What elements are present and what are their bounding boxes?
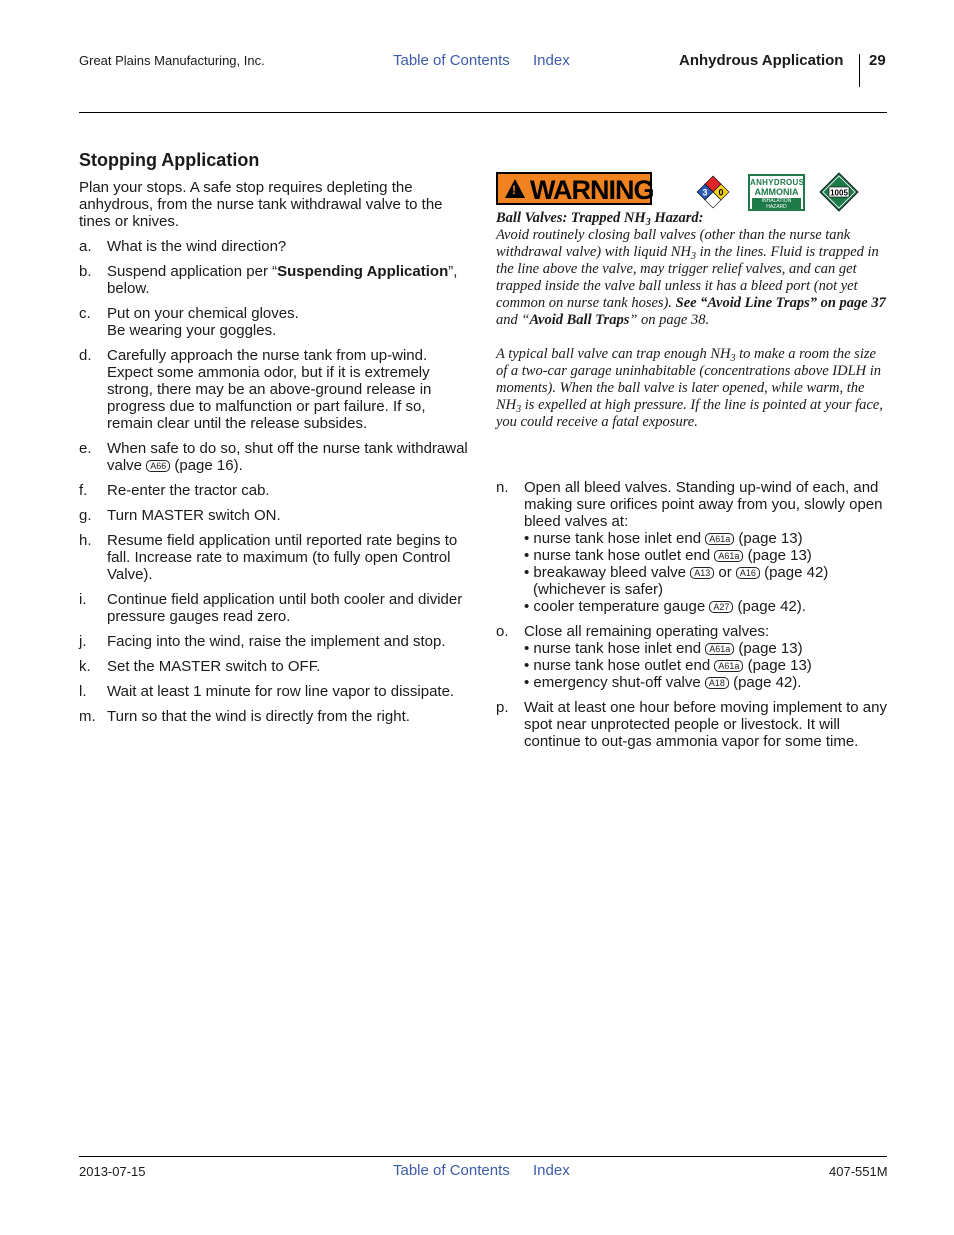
part-reference: A18 [705,677,729,689]
warning-text-span: is expelled at high pressure. If the line is pointed at your face, you could receive a fatal exposure. [496,397,883,430]
list-item [79,683,471,700]
bullet-item [524,530,888,547]
part-reference: A66 [146,460,170,472]
step-text: Wait at least one hour before moving implement to any spot near unprotected people or livestock. It will continue to out-gas ammonia vapor for some time. [524,699,887,750]
list-item [79,263,471,297]
warning-paragraph-2 [496,346,886,431]
header-divider [859,54,860,87]
step-text: Set the MASTER switch to OFF. [107,658,321,675]
placard-line3: INHALATION HAZARD [752,198,801,210]
warning-text-span: and “ [496,312,530,328]
list-item [79,238,471,255]
step-text: Re-enter the tractor cab. [107,482,270,499]
steps-list [79,238,471,725]
step-letter: c. [79,305,91,322]
step-text: Close all remaining operating valves: [524,623,770,640]
step-letter: o. [496,623,509,640]
part-reference: A27 [709,601,733,613]
cross-reference: See “Avoid Line Traps” on page 37 [675,295,886,311]
step-letter: a. [79,238,92,255]
part-reference: A61a [714,550,743,562]
dot-number: 1005 [830,188,848,198]
bullet-item [524,547,888,564]
step-letter: n. [496,479,509,496]
bullet-text: (page 13) [734,640,803,657]
warning-text-span: A typical ball valve can trap enough NH [496,346,731,362]
step-letter: h. [79,532,92,549]
part-reference: A61a [714,660,743,672]
bullet-continuation: (whichever is safer) [533,581,664,598]
step-text: (page 16). [170,457,243,474]
list-item [79,532,471,583]
bullet-text: • nurse tank hose inlet end [524,640,706,657]
step-text: Put on your chemical gloves. [107,305,299,322]
footer-index-link[interactable]: Index [533,1162,570,1179]
step-letter: l. [79,683,87,700]
bullet-text: (page 42). [728,674,802,691]
warning-heading-text: Ball Valves: Trapped NH [496,210,646,226]
warning-heading-text: Hazard: [650,210,704,226]
header-index-link[interactable]: Index [533,52,570,69]
footer-date: 2013-07-15 [79,1164,146,1179]
bullet-item [524,640,888,657]
warning-text-span: in the lines. Fluid is trapped in the line above the valve, may trigger relief valves, and can get trapped inside the valve ball unless it has a bleed port (not yet common on nurse tank hoses). [496,244,879,311]
exclamation-icon: ! [512,183,516,197]
warning-text [496,210,886,448]
subscript: 3 [645,217,651,228]
bullet-item [524,598,888,615]
bullet-text: (page 42) [759,564,829,581]
step-letter: e. [79,440,92,457]
step-letter: k. [79,658,91,675]
cross-reference: Avoid Ball Traps [529,312,630,328]
intro-paragraph: Plan your stops. A safe stop requires depleting the anhydrous, from the nurse tank withdrawal valve to the tines or knives. [79,179,443,230]
dot-1005-placard-icon [819,172,859,212]
footer-doc-number: 407-551M [829,1164,888,1179]
header-rule [79,112,887,113]
footer-toc-link[interactable]: Table of Contents [393,1162,510,1179]
warning-heading [496,210,703,226]
list-item [79,633,471,650]
list-item [79,708,471,725]
step-text: When safe to do so, shut off the nurse tank withdrawal valve [107,440,468,474]
step-letter: m. [79,708,96,725]
list-item [79,507,471,524]
bullet-text: • nurse tank hose outlet end [524,657,715,674]
list-item [496,479,888,615]
list-item [496,699,888,750]
bullet-text: • emergency shut-off valve [524,674,705,691]
bullet-text: • breakaway bleed valve [524,564,691,581]
warning-sign [496,172,652,205]
bullet-text: (page 42). [733,598,806,615]
subscript: 3 [690,251,696,262]
nfpa-reactivity-rating: 0 [718,187,724,198]
step-letter: p. [496,699,509,716]
list-item [79,591,471,625]
list-item [79,482,471,499]
step-text: Turn MASTER switch ON. [107,507,281,524]
step-text: Resume field application until reported rate begins to fall. Increase rate to maximum (to fully open Control Valve). [107,532,458,583]
step-text: ”, below. [107,263,458,297]
step-text: Carefully approach the nurse tank from up-wind. Expect some ammonia odor, but if it is extremely strong, there may be an above-ground release in progress due to malfunction or part failure. If so, remain clear until the release subsides. [107,347,432,432]
part-reference: A13 [690,567,714,579]
header-company: Great Plains Manufacturing, Inc. [79,53,265,68]
section-heading: Stopping Application [79,150,260,170]
bullet-item [524,564,888,581]
step-text: Wait at least 1 minute for row line vapor to dissipate. [107,683,455,700]
placard-line1: ANHYDROUS [750,178,805,187]
footer-rule [79,1156,887,1157]
nfpa-health-rating: 3 [702,187,708,198]
step-letter: f. [79,482,88,499]
step-text: Suspend application per “ [107,263,278,280]
step-text: What is the wind direction? [107,238,287,255]
step-letter: d. [79,347,92,364]
subscript: 3 [516,404,522,415]
list-item [79,658,471,675]
bullet-item [524,657,888,674]
left-column [79,149,471,733]
bullet-text: • nurse tank hose inlet end [524,530,706,547]
header-toc-link[interactable]: Table of Contents [393,52,510,69]
step-text: Open all bleed valves. Standing up-wind of each, and making sure orifices point away from you, slowly open bleed valves at: [524,479,883,530]
bullet-text: • cooler temperature gauge [524,598,710,615]
warning-text-span: Avoid routinely closing ball valves (other than the nurse tank withdrawal valve) with liquid NH [496,227,851,260]
bullet-text: (page 13) [743,547,812,564]
step-link-bold: Suspending Application [277,263,449,280]
header-section-title: Anhydrous Application [679,52,844,69]
anhydrous-ammonia-placard [748,174,805,211]
warning-paragraph-1 [496,210,886,329]
list-item [79,347,471,432]
list-item [79,440,471,474]
bullet-text: (page 13) [743,657,812,674]
step-text: Facing into the wind, raise the implement and stop. [107,633,446,650]
step-text: Be wearing your goggles. [107,322,277,339]
step-letter: g. [79,507,92,524]
list-item [79,305,471,339]
nfpa-diamond-icon [696,175,730,209]
part-reference: A16 [736,567,760,579]
bullet-text: or [714,564,736,581]
step-letter: i. [79,591,87,608]
warning-text-span: to make a room the size of a two-car garage uninhabitable (concentrations above IDLH in moments). When the ball valve is later opened, while warm, the NH [496,346,882,413]
step-letter: b. [79,263,92,280]
placard-line2: AMMONIA [754,187,799,197]
part-reference: A61a [705,643,734,655]
step-letter: j. [79,633,87,650]
part-reference: A61a [705,533,734,545]
step-text: Continue field application until both cooler and divider pressure gauges read zero. [107,591,463,625]
steps-list-continued [496,479,888,750]
list-item [496,623,888,691]
warning-sign-text: WARNING [530,175,654,205]
bullet-item [524,674,888,691]
step-text: Turn so that the wind is directly from the right. [107,708,410,725]
right-column [496,479,888,758]
bullet-text: • nurse tank hose outlet end [524,547,715,564]
warning-text-span: ” on page 38. [629,312,710,328]
bullet-text: (page 13) [734,530,803,547]
subscript: 3 [730,353,736,364]
page-number: 29 [869,52,886,69]
